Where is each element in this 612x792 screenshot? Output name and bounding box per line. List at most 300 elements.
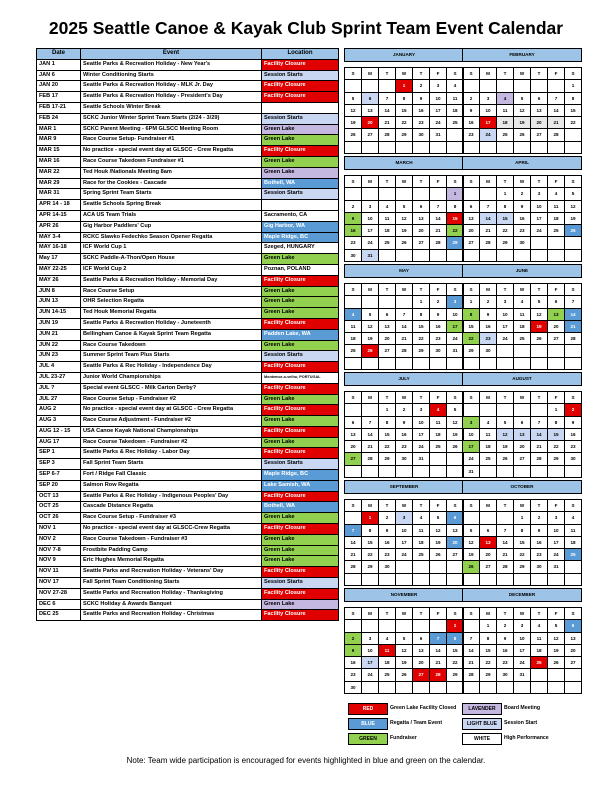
calendar-day: 5 bbox=[447, 404, 464, 416]
calendar-day: 27 bbox=[362, 129, 379, 141]
calendar-empty bbox=[447, 453, 464, 465]
calendar-day: 27 bbox=[413, 237, 430, 249]
event-row bbox=[37, 243, 339, 254]
calendar-empty bbox=[565, 669, 582, 681]
month-calendar bbox=[462, 588, 582, 694]
weekday-label: T bbox=[497, 500, 514, 512]
calendar-day: 28 bbox=[362, 453, 379, 465]
calendar-empty bbox=[565, 681, 582, 693]
event-name: Seattle Parks & Rec Holiday - Independence Day bbox=[81, 362, 262, 373]
weekday-label: S bbox=[447, 608, 464, 620]
event-name: Ted Houk /Nationals Meeting 8am bbox=[81, 167, 262, 178]
calendar-day: 28 bbox=[396, 345, 413, 357]
weekday-label: T bbox=[531, 284, 548, 296]
weekday-label: S bbox=[565, 68, 582, 80]
legend-label: Green Lake Facility Closed bbox=[390, 705, 457, 711]
calendar-day: 16 bbox=[514, 212, 531, 224]
event-location: Green Lake bbox=[262, 254, 339, 265]
weekday-label: W bbox=[396, 68, 413, 80]
weekday-label: M bbox=[480, 500, 497, 512]
calendar-day: 25 bbox=[531, 657, 548, 669]
weekday-label: S bbox=[565, 284, 582, 296]
event-name: Salmon Row Regatta bbox=[81, 480, 262, 491]
event-location: Session Starts bbox=[262, 578, 339, 589]
calendar-day: 22 bbox=[514, 549, 531, 561]
calendar-day: 12 bbox=[565, 200, 582, 212]
weekday-label: T bbox=[413, 176, 430, 188]
calendar-empty bbox=[413, 357, 430, 369]
calendar-empty bbox=[480, 249, 497, 261]
calendar-day: 15 bbox=[497, 212, 514, 224]
event-location: Green Lake bbox=[262, 340, 339, 351]
calendar-day: 31 bbox=[413, 453, 430, 465]
event-name: Seattle Parks & Rec Holiday - Labor Day bbox=[81, 448, 262, 459]
weekday-label: T bbox=[531, 608, 548, 620]
calendar-day: 24 bbox=[531, 225, 548, 237]
weekday-label: W bbox=[514, 284, 531, 296]
event-location: Facility Closure bbox=[262, 491, 339, 502]
event-name: Race Course Takedown - Fundraiser #2 bbox=[81, 437, 262, 448]
event-name: RCKC Slawko Fedechko Season Opener Regatta bbox=[81, 232, 262, 243]
event-location: Green Lake bbox=[262, 394, 339, 405]
calendar-day: 19 bbox=[430, 536, 447, 548]
calendar-empty bbox=[565, 357, 582, 369]
event-name: OHR Selection Regatta bbox=[81, 297, 262, 308]
month-name: MAY bbox=[345, 265, 464, 278]
event-name: SCKC Junior Winter Sprint Team Starts (2/24 - 3/29) bbox=[81, 113, 262, 124]
event-row bbox=[37, 426, 339, 437]
calendar-day: 26 bbox=[548, 657, 565, 669]
weekday-label: S bbox=[463, 608, 480, 620]
calendar-day: 28 bbox=[531, 453, 548, 465]
month-calendar bbox=[344, 48, 464, 154]
calendar-day: 22 bbox=[396, 117, 413, 129]
weekday-label: T bbox=[531, 176, 548, 188]
calendar-day: 6 bbox=[463, 200, 480, 212]
event-date: APR 14 - 18 bbox=[37, 200, 81, 211]
event-date: FEB 17-21 bbox=[37, 102, 81, 113]
event-name: Seattle Parks and Recreation Holiday - Veterans' Day bbox=[81, 567, 262, 578]
weekday-label: T bbox=[413, 68, 430, 80]
event-date: NOV 1 bbox=[37, 524, 81, 535]
calendar-day: 13 bbox=[548, 308, 565, 320]
weekday-label: S bbox=[447, 176, 464, 188]
calendar-day: 17 bbox=[396, 536, 413, 548]
calendar-day: 6 bbox=[379, 308, 396, 320]
calendar-empty bbox=[430, 249, 447, 261]
calendar-empty bbox=[362, 620, 379, 632]
weekday-label: F bbox=[430, 392, 447, 404]
calendar-empty bbox=[548, 681, 565, 693]
event-name: No practice - special event day at GLSCC - Crew Regatta bbox=[81, 405, 262, 416]
legend-swatch: GREEN bbox=[348, 733, 388, 745]
event-row bbox=[37, 178, 339, 189]
calendar-day: 11 bbox=[430, 416, 447, 428]
event-row bbox=[37, 416, 339, 427]
calendar-day: 12 bbox=[362, 320, 379, 332]
calendar-day: 24 bbox=[396, 549, 413, 561]
calendar-empty bbox=[548, 573, 565, 585]
calendar-empty bbox=[463, 188, 480, 200]
calendar-day: 14 bbox=[531, 428, 548, 440]
event-location: Green Lake bbox=[262, 437, 339, 448]
legend-label: Regatta / Team Event bbox=[390, 720, 443, 726]
event-row bbox=[37, 297, 339, 308]
calendar-empty bbox=[514, 681, 531, 693]
calendar-day: 28 bbox=[497, 561, 514, 573]
calendar-day: 7 bbox=[345, 524, 362, 536]
weekday-label: S bbox=[447, 392, 464, 404]
calendar-day: 5 bbox=[548, 620, 565, 632]
calendar-day: 7 bbox=[362, 416, 379, 428]
calendar-day: 26 bbox=[531, 333, 548, 345]
calendar-day: 11 bbox=[379, 212, 396, 224]
calendar-day: 24 bbox=[480, 129, 497, 141]
calendar-day: 24 bbox=[548, 549, 565, 561]
calendar-day: 5 bbox=[497, 416, 514, 428]
calendar-day: 16 bbox=[565, 428, 582, 440]
calendar-day: 27 bbox=[447, 549, 464, 561]
calendar-empty bbox=[379, 620, 396, 632]
calendar-day: 11 bbox=[514, 308, 531, 320]
calendar-day: 16 bbox=[480, 320, 497, 332]
event-name: Race Course Setup bbox=[81, 286, 262, 297]
calendar-day: 14 bbox=[480, 212, 497, 224]
weekday-label: M bbox=[362, 608, 379, 620]
event-location: Facility Closure bbox=[262, 383, 339, 394]
calendar-day: 11 bbox=[497, 104, 514, 116]
calendar-empty bbox=[565, 129, 582, 141]
calendar-day: 16 bbox=[531, 536, 548, 548]
calendar-day: 1 bbox=[548, 404, 565, 416]
calendar-day: 30 bbox=[396, 453, 413, 465]
calendar-empty bbox=[565, 237, 582, 249]
calendar-day: 21 bbox=[565, 320, 582, 332]
month-calendar bbox=[462, 48, 582, 154]
event-row bbox=[37, 437, 339, 448]
calendar-day: 29 bbox=[463, 345, 480, 357]
calendar-empty bbox=[463, 404, 480, 416]
calendar-empty bbox=[463, 249, 480, 261]
event-name: No practice - special event day at GLSCC-Crew Regatta bbox=[81, 524, 262, 535]
calendar-day: 27 bbox=[514, 453, 531, 465]
calendar-day: 22 bbox=[362, 549, 379, 561]
event-location: Session Starts bbox=[262, 189, 339, 200]
event-date: May 17 bbox=[37, 254, 81, 265]
weekday-label: S bbox=[345, 176, 362, 188]
calendar-empty bbox=[531, 141, 548, 153]
calendar-day: 7 bbox=[531, 416, 548, 428]
calendar-day: 2 bbox=[413, 80, 430, 92]
calendar-day: 26 bbox=[565, 225, 582, 237]
calendar-day: 5 bbox=[345, 92, 362, 104]
calendar-empty bbox=[531, 249, 548, 261]
calendar-empty bbox=[514, 345, 531, 357]
calendar-day: 8 bbox=[548, 416, 565, 428]
event-date: MAR 15 bbox=[37, 146, 81, 157]
calendar-day: 7 bbox=[497, 524, 514, 536]
calendar-day: 5 bbox=[396, 200, 413, 212]
calendar-day: 29 bbox=[514, 561, 531, 573]
event-row bbox=[37, 318, 339, 329]
calendar-day: 17 bbox=[362, 225, 379, 237]
event-date: DEC 25 bbox=[37, 610, 81, 621]
calendar-day: 23 bbox=[565, 441, 582, 453]
calendar-empty bbox=[430, 357, 447, 369]
calendar-day: 15 bbox=[447, 644, 464, 656]
calendar-day: 18 bbox=[345, 333, 362, 345]
event-date: JUN 14-15 bbox=[37, 308, 81, 319]
calendar-day: 9 bbox=[345, 644, 362, 656]
calendar-empty bbox=[497, 357, 514, 369]
month-name: JUNE bbox=[463, 265, 582, 278]
calendar-empty bbox=[345, 296, 362, 308]
weekday-label: S bbox=[565, 608, 582, 620]
weekday-label: T bbox=[379, 500, 396, 512]
event-date: NOV 17 bbox=[37, 578, 81, 589]
calendar-empty bbox=[345, 465, 362, 477]
calendar-empty bbox=[447, 465, 464, 477]
event-name: No practice - special event day at GLSCC - Crew Regatta bbox=[81, 146, 262, 157]
calendar-day: 11 bbox=[447, 92, 464, 104]
event-row bbox=[37, 232, 339, 243]
calendar-day: 16 bbox=[379, 536, 396, 548]
calendar-empty bbox=[531, 345, 548, 357]
weekday-label: S bbox=[447, 284, 464, 296]
calendar-day: 19 bbox=[463, 549, 480, 561]
calendar-empty bbox=[447, 561, 464, 573]
calendar-empty bbox=[430, 620, 447, 632]
calendar-empty bbox=[514, 404, 531, 416]
event-location: Maple Ridge, BC bbox=[262, 470, 339, 481]
month-calendar bbox=[462, 372, 582, 478]
calendar-day: 10 bbox=[362, 212, 379, 224]
calendar-empty bbox=[480, 573, 497, 585]
event-location: Green Lake bbox=[262, 135, 339, 146]
event-location: Green Lake bbox=[262, 124, 339, 135]
calendar-empty bbox=[447, 129, 464, 141]
event-name: Race Course Takedown - Fundraiser #3 bbox=[81, 534, 262, 545]
calendar-day: 1 bbox=[362, 512, 379, 524]
weekday-label: F bbox=[430, 68, 447, 80]
calendar-day: 27 bbox=[548, 333, 565, 345]
calendar-empty bbox=[497, 465, 514, 477]
month-name: NOVEMBER bbox=[345, 589, 464, 602]
calendar-day: 18 bbox=[379, 225, 396, 237]
calendar-day: 20 bbox=[548, 320, 565, 332]
event-row bbox=[37, 146, 339, 157]
calendar-day: 5 bbox=[463, 524, 480, 536]
event-location: Session Starts bbox=[262, 70, 339, 81]
calendar-day: 1 bbox=[463, 296, 480, 308]
event-date: MAY 22-25 bbox=[37, 264, 81, 275]
event-location: Green Lake bbox=[262, 556, 339, 567]
calendar-day: 3 bbox=[413, 404, 430, 416]
event-location: Facility Closure bbox=[262, 362, 339, 373]
event-row bbox=[37, 470, 339, 481]
event-row bbox=[37, 513, 339, 524]
calendar-empty bbox=[345, 188, 362, 200]
weekday-label: T bbox=[379, 68, 396, 80]
calendar-day: 22 bbox=[379, 441, 396, 453]
calendar-day: 23 bbox=[379, 549, 396, 561]
calendar-day: 17 bbox=[531, 212, 548, 224]
calendar-day: 6 bbox=[548, 296, 565, 308]
calendar-empty bbox=[362, 573, 379, 585]
weekday-label: F bbox=[430, 284, 447, 296]
calendar-day: 21 bbox=[430, 657, 447, 669]
calendar-day: 30 bbox=[430, 345, 447, 357]
calendar-day: 1 bbox=[379, 404, 396, 416]
event-location: Green Lake bbox=[262, 534, 339, 545]
event-row bbox=[37, 405, 339, 416]
event-name: ACA US Team Trials bbox=[81, 210, 262, 221]
calendar-day: 30 bbox=[345, 249, 362, 261]
event-name: Fall Sprint Team Conditioning Starts bbox=[81, 578, 262, 589]
event-date: MAY 3-4 bbox=[37, 232, 81, 243]
event-date: APR 26 bbox=[37, 221, 81, 232]
calendar-day: 15 bbox=[362, 536, 379, 548]
event-row bbox=[37, 329, 339, 340]
calendar-day: 23 bbox=[514, 225, 531, 237]
calendar-day: 12 bbox=[447, 416, 464, 428]
calendar-empty bbox=[548, 249, 565, 261]
event-location: Padden Lake, WA bbox=[262, 329, 339, 340]
calendar-empty bbox=[497, 141, 514, 153]
calendar-empty bbox=[514, 141, 531, 153]
calendar-day: 9 bbox=[396, 416, 413, 428]
event-date: MAR 16 bbox=[37, 156, 81, 167]
calendar-empty bbox=[396, 188, 413, 200]
event-name: Seattle Parks & Recreation Holiday - Memorial Day bbox=[81, 275, 262, 286]
event-date: JAN 6 bbox=[37, 70, 81, 81]
calendar-day: 14 bbox=[548, 104, 565, 116]
calendar-day: 4 bbox=[430, 404, 447, 416]
event-name: Seattle Schools Spring Break bbox=[81, 200, 262, 211]
calendar-day: 8 bbox=[480, 632, 497, 644]
month-name: APRIL bbox=[463, 157, 582, 170]
weekday-label: F bbox=[430, 500, 447, 512]
event-row bbox=[37, 578, 339, 589]
calendar-day: 10 bbox=[548, 524, 565, 536]
event-name: Race Course Setup - Fundraiser #2 bbox=[81, 394, 262, 405]
calendar-empty bbox=[396, 620, 413, 632]
calendar-empty bbox=[413, 681, 430, 693]
calendar-day: 20 bbox=[362, 117, 379, 129]
weekday-label: M bbox=[480, 608, 497, 620]
calendar-day: 1 bbox=[447, 620, 464, 632]
calendar-day: 15 bbox=[463, 320, 480, 332]
calendar-empty bbox=[480, 141, 497, 153]
calendar-day: 1 bbox=[514, 512, 531, 524]
calendar-empty bbox=[379, 249, 396, 261]
event-row bbox=[37, 124, 339, 135]
calendar-day: 25 bbox=[379, 237, 396, 249]
weekday-label: S bbox=[447, 500, 464, 512]
calendar-day: 21 bbox=[430, 225, 447, 237]
calendar-empty bbox=[413, 188, 430, 200]
event-name: Special event GLSCC - Milk Carton Derby? bbox=[81, 383, 262, 394]
event-row bbox=[37, 221, 339, 232]
event-date: JAN 20 bbox=[37, 81, 81, 92]
calendar-day: 7 bbox=[379, 92, 396, 104]
calendar-empty bbox=[396, 561, 413, 573]
month-calendar bbox=[344, 480, 464, 586]
calendar-day: 8 bbox=[379, 416, 396, 428]
calendar-day: 8 bbox=[497, 200, 514, 212]
calendar-empty bbox=[396, 296, 413, 308]
calendar-day: 21 bbox=[345, 549, 362, 561]
calendar-day: 8 bbox=[565, 92, 582, 104]
legend-label: High Performance bbox=[504, 735, 549, 741]
event-location bbox=[262, 102, 339, 113]
calendar-empty bbox=[480, 512, 497, 524]
calendar-empty bbox=[396, 465, 413, 477]
calendar-empty bbox=[430, 188, 447, 200]
event-name: Bellingham Canoe & Kayak Sprint Team Regatta bbox=[81, 329, 262, 340]
event-name: Cascade Distance Regatta bbox=[81, 502, 262, 513]
calendar-day: 3 bbox=[548, 512, 565, 524]
calendar-day: 30 bbox=[565, 453, 582, 465]
calendar-empty bbox=[480, 465, 497, 477]
calendar-empty bbox=[362, 465, 379, 477]
calendar-empty bbox=[447, 681, 464, 693]
calendar-empty bbox=[514, 573, 531, 585]
calendar-day: 7 bbox=[463, 632, 480, 644]
weekday-label: T bbox=[531, 392, 548, 404]
event-date: JUN 19 bbox=[37, 318, 81, 329]
calendar-empty bbox=[413, 561, 430, 573]
calendar-day: 6 bbox=[531, 92, 548, 104]
calendar-empty bbox=[531, 681, 548, 693]
weekday-label: S bbox=[565, 392, 582, 404]
calendar-empty bbox=[565, 345, 582, 357]
calendar-day: 17 bbox=[548, 536, 565, 548]
weekday-label: S bbox=[463, 176, 480, 188]
calendar-day: 12 bbox=[531, 308, 548, 320]
weekday-label: M bbox=[362, 176, 379, 188]
calendar-day: 16 bbox=[413, 104, 430, 116]
calendar-empty bbox=[430, 573, 447, 585]
event-name: Race Course Takedown Fundraiser #1 bbox=[81, 156, 262, 167]
calendar-day: 18 bbox=[480, 441, 497, 453]
event-row bbox=[37, 372, 339, 383]
calendar-empty bbox=[531, 465, 548, 477]
weekday-label: S bbox=[447, 68, 464, 80]
weekday-label: S bbox=[345, 284, 362, 296]
event-location: Green Lake bbox=[262, 416, 339, 427]
calendar-day: 25 bbox=[379, 669, 396, 681]
weekday-label: M bbox=[362, 284, 379, 296]
calendar-day: 4 bbox=[548, 188, 565, 200]
calendar-day: 23 bbox=[345, 237, 362, 249]
legend-swatch: RED bbox=[348, 703, 388, 715]
calendar-day: 1 bbox=[447, 188, 464, 200]
calendar-day: 1 bbox=[413, 296, 430, 308]
weekday-label: W bbox=[514, 608, 531, 620]
event-row bbox=[37, 599, 339, 610]
calendar-day: 19 bbox=[396, 657, 413, 669]
event-date: OCT 13 bbox=[37, 491, 81, 502]
calendar-day: 20 bbox=[379, 333, 396, 345]
calendar-empty bbox=[531, 573, 548, 585]
calendar-empty bbox=[362, 357, 379, 369]
event-date: DEC 6 bbox=[37, 599, 81, 610]
calendar-day: 23 bbox=[430, 333, 447, 345]
event-row bbox=[37, 383, 339, 394]
calendar-day: 30 bbox=[480, 345, 497, 357]
calendar-day: 2 bbox=[531, 512, 548, 524]
